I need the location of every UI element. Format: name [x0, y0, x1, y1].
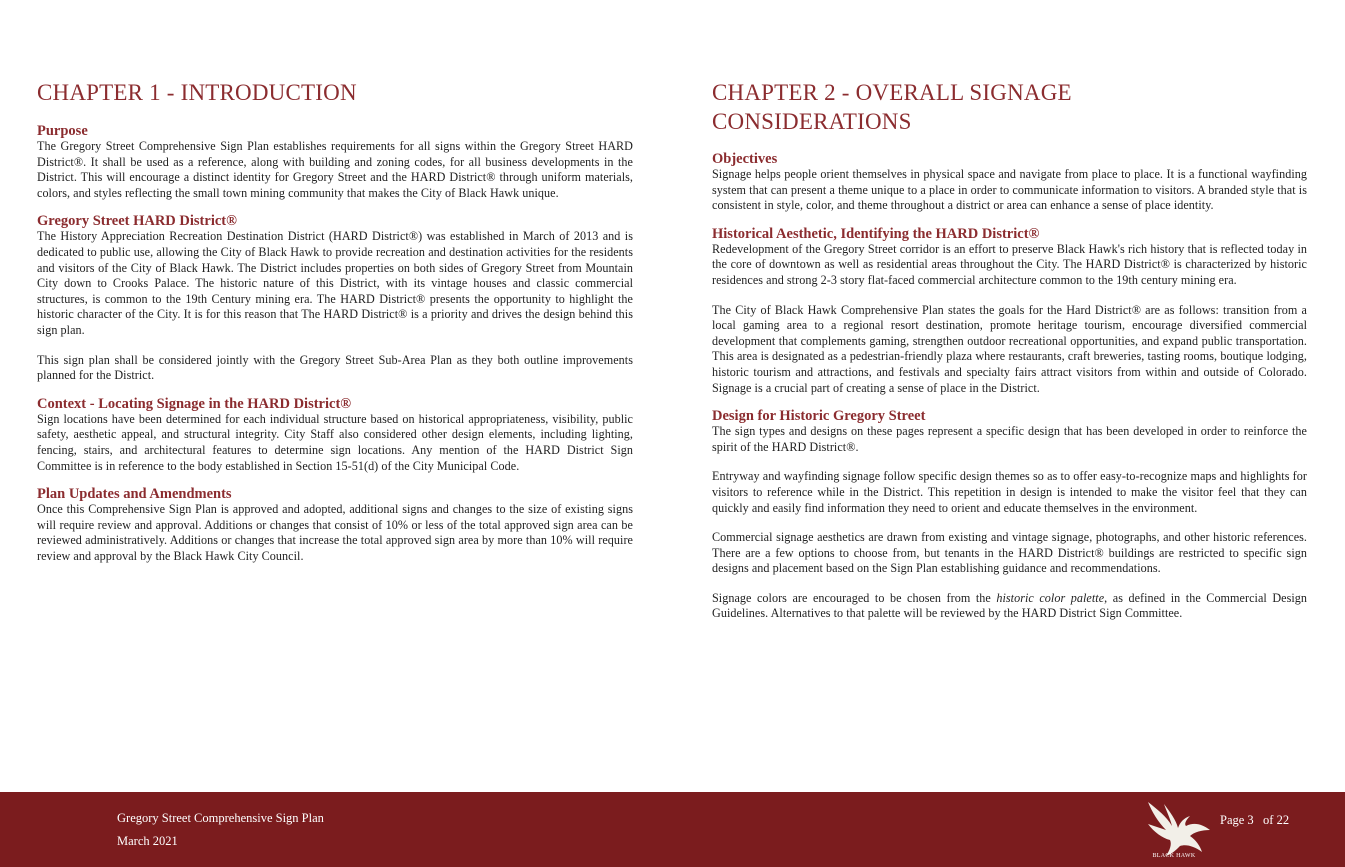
page-footer [0, 792, 1345, 867]
section-heading-historical-aesthetic: Historical Aesthetic, Identifying the HARD District® [712, 225, 1040, 242]
paragraph: Commercial signage aesthetics are drawn from existing and vintage signage, photographs, and other historic references. There are a few options to choose from, but tenants in the HARD District® buildings are restricted to specific sign designs and placement based on the Sign Plan establishing guidance and recommendations. [712, 530, 1307, 576]
logo-text: BLACK HAWK [1152, 853, 1196, 859]
paragraph: Entryway and wayfinding signage follow specific design themes so as to offer easy-to-recognize maps and highlights for visitors to reference while in the District. This repetition in design is intended to make the visitor feel that they can quickly and easily find information they need to orient and educate themselves in the environment. [712, 469, 1307, 515]
text-run: , as defined in the Commercial Design Guidelines. Alternatives to that palette will be reviewed by the HARD District Sign Committee. [712, 590, 1308, 621]
paragraph: Signage helps people orient themselves in physical space and navigate from place to place. It is a functional wayfinding system that can present a theme unique to a place in order to communicate information to visitors. A branded style that is consistent in style, color, and theme throughout a district or area can enhance a sense of place identity. [712, 167, 1307, 213]
section-heading-objectives: Objectives [712, 151, 778, 167]
section-heading-context: Context - Locating Signage in the HARD District® [37, 395, 352, 412]
paragraph: Redevelopment of the Gregory Street corridor is an effort to preserve Black Hawk's rich history that is reflected today in the core of downtown as well as residential areas throughout the City. The HARD District® is characterized by historic residences and strong 2-3 story flat-faced commercial architecture common to the 19th century mining era. [712, 241, 1307, 287]
footer-document-title: Gregory Street Comprehensive Sign Plan [117, 811, 324, 825]
paragraph: Once this Comprehensive Sign Plan is approved and adopted, additional signs and changes to the size of existing signs will require review and approval. Additions or changes that consist of 10% or less of the total approved sign area can be reviewed administratively. Additions or changes that increase the total approved sign area by more than 10% will require review and approval by the Black Hawk City Council. [37, 502, 633, 563]
chapter-2-column [712, 78, 1307, 622]
chapter-1-column [37, 78, 633, 564]
section-heading-plan-updates: Plan Updates and Amendments [37, 486, 232, 503]
chapter-2-title [712, 78, 1307, 136]
chapter-2-title-line-1: CHAPTER 2 - OVERALL SIGNAGE [712, 80, 1072, 105]
text-run: Signage colors are encouraged to be chosen from the [712, 590, 997, 605]
emphasis-historic-color-palette: historic color palette [996, 590, 1105, 605]
paragraph: Sign locations have been determined for each individual structure based on historical appropriateness, visibility, public safety, aesthetic appeal, and structural integrity. City Staff also considered other design elements, including lighting, fencing, stairs, and architectural features to determine sign locations. Any mention of the HARD District Sign Committee is in reference to the body established in Section 15-51(d) of the City Municipal Code. [37, 411, 633, 473]
paragraph: This sign plan shall be considered jointly with the Gregory Street Sub-Area Plan as they both outline improvements planned for the District. [37, 352, 633, 383]
paragraph: The Gregory Street Comprehensive Sign Plan establishes requirements for all signs within the Gregory Street HARD District®. It shall be used as a reference, along with building and zoning codes, for all business developments in the District. This will encourage a distinct identity for Gregory Street and the HARD District® through uniform materials, colors, and styles reflecting the small town mining community that makes the City of Black Hawk unique. [37, 139, 633, 200]
chapter-1-title: CHAPTER 1 - INTRODUCTION [37, 80, 357, 105]
paragraph: The City of Black Hawk Comprehensive Plan states the goals for the Hard District® are as follows: transition from a local gaming area to a regional resort destination, promote heritage tourism, encourage diversified commercial development that complements gaming, strengthen outdoor recreational opportunities, and expand public transportation. This area is designated as a pedestrian-friendly plaza where restaurants, craft breweries, tasting rooms, boutique lodging, historic tourism and attractions, and festivals and specialty fairs attract visitors from within and outside of Colorado. Signage is a crucial part of creating a sense of place in the District. [712, 302, 1307, 395]
page-number: Page 3 of 22 [1220, 813, 1290, 827]
section-heading-hard-district: Gregory Street HARD District® [37, 213, 237, 230]
chapter-2-title-line-2: CONSIDERATIONS [712, 109, 912, 134]
section-heading-purpose: Purpose [37, 123, 88, 139]
section-heading-design-historic: Design for Historic Gregory Street [712, 408, 926, 425]
paragraph-color-palette [712, 591, 1307, 622]
footer-date: March 2021 [117, 834, 178, 848]
paragraph: The History Appreciation Recreation Destination District (HARD District®) was established in March of 2013 and is dedicated to public use, allowing the City of Black Hawk to provide recreation and destination activities for the residents and visitors of the City of Black Hawk. The District includes properties on both sides of Gregory Street from Mountain City down to Crooks Palace. The historic nature of this District, with its vintage houses and classic commercial structures, is common to the 19th Century mining era. The HARD District® presents the opportunity to highlight the historic character of the City. It is for this reason that The HARD District® is a priority and drives the design behind this sign plan. [37, 229, 633, 337]
paragraph: The sign types and designs on these pages represent a specific design that has been developed in order to reinforce the spirit of the HARD District®. [712, 424, 1307, 454]
